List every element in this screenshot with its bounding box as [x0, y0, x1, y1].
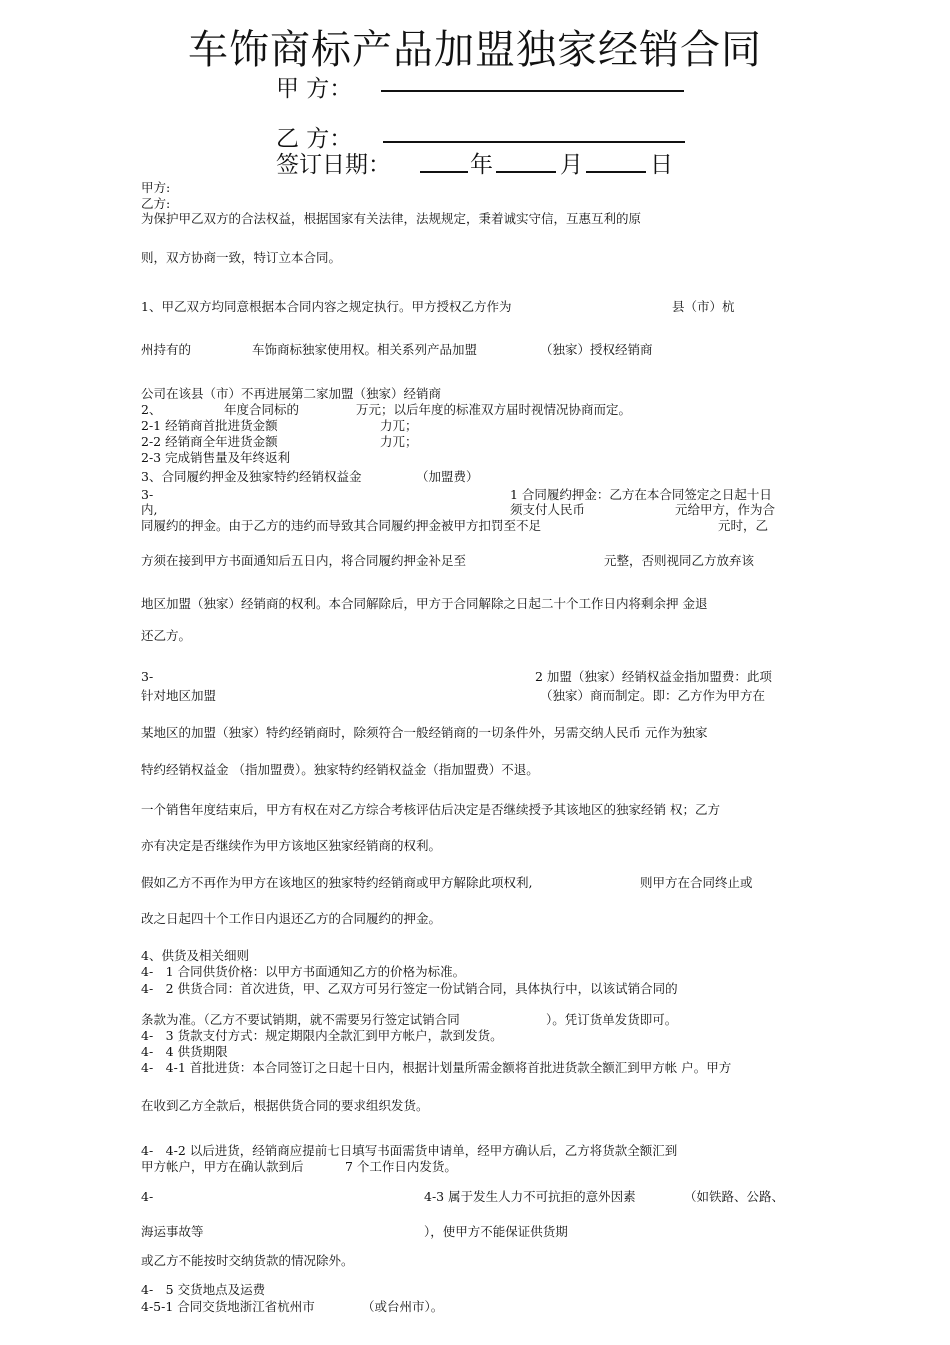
clause-4-4-2-line: 7 个工作日内发货。	[345, 1159, 457, 1174]
clause-4-4-1-line: 在收到乙方全款后，根据供货合同的要求组织发货。	[141, 1098, 429, 1113]
clause-1-line: 1、甲乙双方均同意根据本合同内容之规定执行。甲方授权乙方作为	[141, 299, 512, 314]
contract-title: 车饰商标产品加盟独家经销合同	[188, 27, 762, 73]
clause-1-line: 公司在该县（市）不再进展第二家加盟（独家）经销商	[141, 386, 442, 401]
clause-3-1-line: 内,	[141, 502, 158, 517]
clause-2-line: 万元；以后年度的标准双方届时视情况协商而定。	[356, 402, 632, 417]
month-blank	[496, 171, 556, 173]
party-b-label: 乙 方：	[276, 126, 353, 152]
clause-3-1-line: 3-	[141, 487, 154, 502]
clause-3-2-line: 假如乙方不再作为甲方在该地区的独家特约经销商或甲方解除此项权利,	[141, 875, 533, 890]
clause-3-1-line: 元时，乙	[718, 518, 769, 533]
year-label: 年	[470, 152, 493, 178]
preamble-line: 为保护甲乙双方的合法权益，根据国家有关法律，法规规定，秉着诚实守信，互惠互利的原	[141, 211, 642, 226]
clause-3-2-line: 则甲方在合同终止或	[640, 875, 753, 890]
clause-4-4-3-line: 4-	[141, 1189, 154, 1204]
clause-2-3-line: 2-3 完成销售量及年终返利	[141, 450, 291, 465]
clause-3-2-line: 改之日起四十个工作日内退还乙方的合同履约的押金。	[141, 911, 442, 926]
clause-1-line: 州持有的	[141, 342, 192, 357]
day-blank	[586, 171, 646, 173]
clause-2-1-line: 2-1 经销商首批进货金额	[141, 418, 278, 433]
clause-3-1-line: 地区加盟（独家）经销商的权利。本合同解除后，甲方于合同解除之日起二十个工作日内将剩余押 金退	[141, 596, 708, 611]
clause-4-5-line: 4- 5 交货地点及运费	[141, 1282, 266, 1297]
clause-1-line: （独家）授权经销商	[540, 342, 653, 357]
clause-3-2-line: （独家）商而制定。即：乙方作为甲方在	[540, 688, 766, 703]
clause-4-4-line: 4- 4 供货期限	[141, 1044, 228, 1059]
clause-3-1-line: 还乙方。	[141, 628, 192, 643]
clause-4-5-1-line: 4-5-1 合同交货地浙江省杭州市	[141, 1299, 315, 1314]
clause-4-4-3-line: 或乙方不能按时交纳货款的情况除外。	[141, 1253, 354, 1268]
clause-4-4-2-line: 甲方帐户，甲方在确认款到后	[141, 1159, 304, 1174]
clause-4-4-1-line: 4- 4-1 首批进货：本合同签订之日起十日内，根据计划量所需金额将首批进货款全额汇到甲方帐 户。甲方	[141, 1060, 732, 1075]
clause-3-1-line: 元整，否则视同乙方放弃该	[604, 553, 755, 568]
party-a-label: 甲 方：	[276, 76, 353, 102]
clause-4-2-line: 4- 2 供货合同：首次进货，甲、乙双方可另行签定一份试销合同，具体执行中，以该试销合同的	[141, 981, 678, 996]
clause-3-1-line: 1 合同履约押金：乙方在本合同签定之日起十日	[510, 487, 772, 502]
clause-4-4-3-line: 4-3 属于发生人力不可抗拒的意外因素	[424, 1189, 636, 1204]
clause-2-line: 2、	[141, 402, 162, 417]
party-a-blank	[381, 90, 684, 92]
clause-2-2-line: 力兀；	[380, 434, 418, 449]
party-b-blank	[383, 141, 685, 143]
clause-4-1-line: 4- 1 合同供货价格：以甲方书面通知乙方的价格为标准。	[141, 964, 466, 979]
clause-3-2-line: 针对地区加盟	[141, 688, 217, 703]
clause-3-1-line: 同履约的押金。由于乙方的违约而导致其合同履约押金被甲方扣罚至不足	[141, 518, 542, 533]
clause-4-4-2-line: 4- 4-2 以后进货，经销商应提前七日填写书面需货申请单，经甲方确认后，乙方将货款全额汇到	[141, 1143, 678, 1158]
clause-4-4-3-line: ），使甲方不能保证供货期	[424, 1224, 568, 1239]
clause-3-line: （加盟费）	[416, 469, 479, 484]
clause-1-line: 车饰商标独家使用权。相关系列产品加盟	[252, 342, 478, 357]
clause-3-2-line: 某地区的加盟（独家）特约经销商时，除须符合一般经销商的一切条件外，另需交纳人民币 元作为独家	[141, 725, 708, 740]
month-label: 月	[560, 152, 583, 178]
day-label: 日	[650, 152, 673, 178]
clause-4-5-1-line: （或台州市）。	[362, 1299, 444, 1314]
clause-4-3-line: 4- 3 货款支付方式：规定期限内全款汇到甲方帐户，款到发货。	[141, 1028, 503, 1043]
clause-4-2-line: ）。凭订货单发货即可。	[546, 1012, 678, 1027]
clause-3-2-line: 2 加盟（独家）经销权益金指加盟费：此项	[535, 669, 772, 684]
clause-3-1-line: 元给甲方，作为合	[675, 502, 776, 517]
clause-3-2-line: 一个销售年度结束后，甲方有权在对乙方综合考核评估后决定是否继续授予其该地区的独家经销 权；乙方	[141, 802, 720, 817]
clause-2-2-line: 2-2 经销商全年进货金额	[141, 434, 278, 449]
clause-3-2-line: 3-	[141, 669, 154, 684]
preamble-line: 则，双方协商一致，特订立本合同。	[141, 250, 342, 265]
party-a-line: 甲方:	[141, 180, 171, 195]
clause-2-1-line: 力兀；	[380, 418, 418, 433]
party-b-line: 乙方:	[141, 196, 171, 211]
clause-3-2-line: 亦有决定是否继续作为甲方该地区独家经销商的权利。	[141, 838, 442, 853]
year-blank	[420, 171, 468, 173]
sign-date-label: 签订日期：	[276, 152, 391, 178]
clause-3-2-line: 特约经销权益金 （指加盟费）。独家特约经销权益金（指加盟费）不退。	[141, 762, 539, 777]
clause-3-1-line: 须支付人民币	[510, 502, 586, 517]
clause-4-2-line: 条款为准。（乙方不要试销期，就不需要另行签定试销合同	[141, 1012, 460, 1027]
clause-2-line: 年度合同标的	[224, 402, 300, 417]
clause-4-line: 4、供货及相关细则	[141, 948, 249, 963]
clause-3-1-line: 方须在接到甲方书面通知后五日内，将合同履约押金补足至	[141, 553, 467, 568]
clause-4-4-3-line: 海运事故等	[141, 1224, 204, 1239]
clause-1-line: 县（市）杭	[672, 299, 735, 314]
clause-4-4-3-line: （如铁路、公路、	[684, 1189, 785, 1204]
clause-3-line: 3、合同履约押金及独家特约经销权益金	[141, 469, 362, 484]
